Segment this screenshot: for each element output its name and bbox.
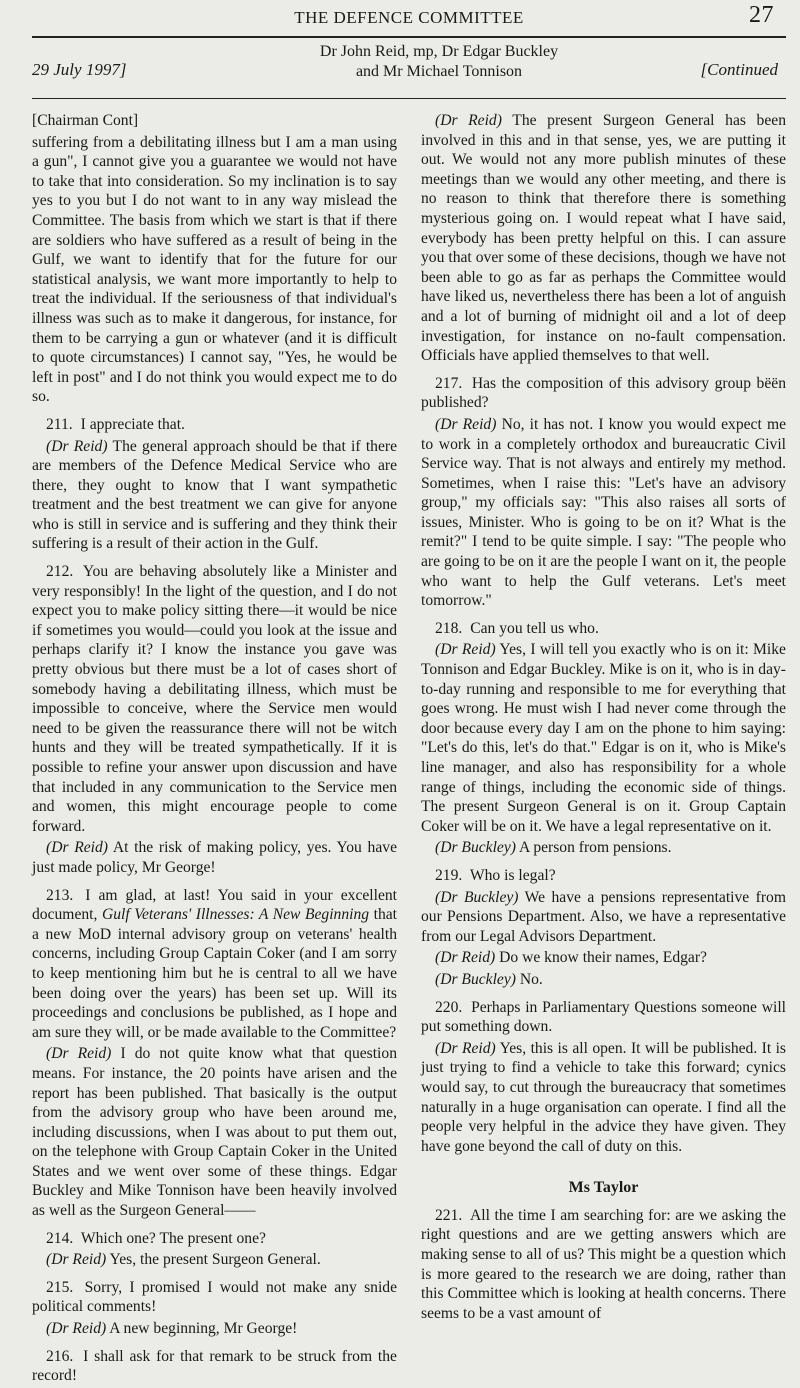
speaker: (Dr Reid)	[46, 1045, 112, 1063]
answer-218: (Dr Reid) Yes, I will tell you exactly who is on it: Mike Tonnison and Edgar Buckley. Mike is on it, who is in day-to-day running and responsible to me for everything that goes wrong. He must wish I had never come through the door because every day I am on the phone to him saying: "Let's do this, let's do that." Edgar is on it, who is Mike's line manager, and also has responsibility for a whole range of things, including the economic side of things. The present Surgeon General is on it. Group Captain Coker will be on it. We have a legal representative on it.	[421, 641, 786, 835]
question-219: 219. Who is legal?	[435, 866, 556, 884]
question-213: 213. I am glad, at last! You said in your excellent document, Gulf Veterans' Illnesses: A New Beginning that a new MoD internal advisory group on veterans' health concerns, including Group Captain Coker (and I am sorry to keep mentioning him but he is central to all we have been doing over the years) has been set up. Will its proceedings and conclusions be published, as I hope and am sure they will, or be made available to the Committee?	[32, 886, 397, 1041]
hearing-date: 29 July 1997]	[32, 60, 127, 79]
answer-215: (Dr Reid) A new beginning, Mr George!	[46, 1320, 298, 1338]
question-number: 213.	[46, 886, 74, 904]
speaker: (Dr Reid)	[435, 415, 497, 433]
answer-217: (Dr Reid) No, it has not. I know you would expect me to work in a completely orthodox and bureaucratic Civil Service way. That is not always and entirely my method. Sometimes, when I raise this: "Let's have an advisory group," my officials say: "This also raises all sorts of issues, Minister. Who is going to be on it? What is the remit?" I tend to be quite simple. I say: "The people who are going to be on it are the people I want on it, the people who want to help the Gulf veterans. Let's meet tomorrow."	[421, 415, 786, 610]
question-number: 212.	[46, 563, 74, 581]
left-column	[32, 111, 397, 1388]
header-title: THE DEFENCE COMMITTEE	[294, 8, 524, 27]
answer-219-buckley: (Dr Buckley) No.	[435, 970, 543, 988]
question-number: 217.	[435, 374, 463, 392]
speaker: (Dr Reid)	[46, 1251, 107, 1269]
answer-211: (Dr Reid) The general approach should be that if there are members of the Defence Medical Service who are there, they ought to know that I want sympathetic treatment and the best treatment we can give for anyone who is still in service and is suffering and they think their suffering is a result of their action in the Gulf.	[32, 437, 397, 553]
page-number: 27	[749, 2, 774, 28]
answer-212: (Dr Reid) At the risk of making policy, yes. You have just made policy, Mr George!	[32, 839, 397, 876]
paragraph: suffering from a debilitating illness but I am a man using a gun", I cannot give you a guarantee we would not have to take that into consideration. So my inclination is to say yes to you but I do not want to in any way mislead the Committee. The basis from which we start is that if there are soldiers who have suffered as a result of being in the Gulf, we want to identify that for the future for our statistical analysis, we want more importantly to help to treat the individual. If the seriousness of that individual's illness was such as to make it dangerous, for instance, for them to be carrying a gun or whatever (and it is difficult to quote circumstances) I cannot say, "Yes, he would be left in post" and I do not think you would expect me to do so.	[32, 133, 397, 406]
continued-label: [Continued	[700, 60, 778, 79]
question-number: 211.	[46, 415, 73, 433]
question-214: 214. Which one? The present one?	[46, 1229, 266, 1247]
answer-216: (Dr Reid) The present Surgeon General has been involved in this and in that sense, yes, we are putting it out. We would not any more publish minutes of these meetings than we would any other meeting, and there is no reason to think that therefore there is something mysterious going on. I would repeat what I have said, everybody has been pretty helpful on this. I can assure you that over some of these decisions, though we have not been able to go as far as perhaps the Committee would have liked us, nevertheless there has been a lot of anguish and a lot of burning of midnight oil and a lot of deep investigation, for instance on no-fault compensation. Officials have applied themselves to that well.	[421, 112, 786, 365]
question-number: 221.	[435, 1206, 463, 1224]
answer-213: (Dr Reid) I do not quite know what that question means. For instance, the 20 points have arisen and the report has been published. That basically is the output from the advisory group who have been around me, including discussions, when I was about to put them out, on the telephone with Group Captain Coker in the United States and we went over some of these things. Edgar Buckley and Mike Tonnison have been heavily involved as well as the Surgeon General——	[32, 1045, 397, 1220]
question-216: 216. I shall ask for that remark to be struck from the record!	[32, 1347, 397, 1385]
questioner-heading: Ms Taylor	[568, 1179, 639, 1197]
witness-line-1: Dr John Reid, mp, Dr Edgar Buckley	[319, 43, 559, 60]
witness-names	[242, 42, 636, 82]
question-number: 219.	[435, 866, 463, 884]
running-header	[32, 0, 786, 32]
right-column	[421, 111, 786, 1388]
question-number: 216.	[46, 1347, 74, 1365]
question-number: 214.	[46, 1229, 74, 1247]
text-columns	[32, 111, 786, 1388]
question-217: 217. Has the composition of this advisory group bëën published?	[421, 374, 786, 412]
answer-219: (Dr Buckley) We have a pensions representative from our Pensions Department. Also, we have a representative from our Legal Advisors Department.	[421, 888, 786, 945]
speaker: (Dr Reid)	[435, 112, 502, 129]
speaker: (Dr Reid)	[46, 839, 108, 857]
question-215: 215. Sorry, I promised I would not make any snide political comments!	[32, 1278, 397, 1316]
witness-rule	[32, 98, 786, 99]
question-220: 220. Perhaps in Parliamentary Questions someone will put something down.	[421, 998, 786, 1036]
answer-214: (Dr Reid) Yes, the present Surgeon General.	[46, 1251, 321, 1269]
witness-row	[32, 38, 786, 98]
speaker: (Dr Reid)	[435, 1039, 496, 1057]
answer-218-buckley: (Dr Buckley) A person from pensions.	[435, 839, 672, 857]
answer-220: (Dr Reid) Yes, this is all open. It will be published. It is just trying to find a vehicle to take this forward; cynics would say, to cut through the bureaucracy that sometimes naturally in a huge organisation can operate. I find all the people very helpful in the advice they have given. They have gone beyond the call of duty on this.	[421, 1039, 786, 1155]
speaker: (Dr Reid)	[46, 437, 108, 455]
question-number: 220.	[435, 998, 463, 1016]
question-218: 218. Can you tell us who.	[435, 619, 599, 637]
speaker: (Dr Reid)	[435, 641, 496, 659]
witness-line-2: and Mr Michael Tonnison	[355, 63, 523, 80]
question-number: 215.	[46, 1278, 74, 1296]
speaker: (Dr Reid)	[435, 949, 496, 967]
speaker: (Dr Buckley)	[435, 970, 516, 988]
question-221: 221. All the time I am searching for: are we asking the right questions and are we getting answers which are making sense to all of us? This might be a question which is more geared to the research we are doing, rather than this Committee which is looking at health concerns. There seems to be a vast amount of	[421, 1206, 786, 1322]
speaker: (Dr Buckley)	[435, 888, 519, 906]
document-title: Gulf Veterans' Illnesses: A New Beginning	[101, 906, 370, 924]
speaker: (Dr Reid)	[46, 1320, 107, 1338]
question-212: 212. You are behaving absolutely like a Minister and very responsibly! In the light of the question, and I do not expect you to make policy sitting there—it would be nice if sometimes you would—could you look at the issue and perhaps clarify it? I know the instance you gave was pretty obvious but there must be a lot of cases short of somebody having a debilitating illness, which must be impossible to conceive, where the Service men would need to be given the reassurance there will not be witch hunts and they will be treated sympathetically. If it is possible to refine your answer upon discussion and have that included in any communication to the Service men and women, this might encourage people to come forward.	[32, 563, 397, 835]
question-211: 211. I appreciate that.	[46, 415, 185, 433]
chairman-label: [Chairman Cont]	[32, 112, 139, 129]
question-number: 218.	[435, 619, 463, 637]
speaker: (Dr Buckley)	[435, 839, 516, 857]
answer-219-reid: (Dr Reid) Do we know their names, Edgar?	[435, 949, 707, 967]
